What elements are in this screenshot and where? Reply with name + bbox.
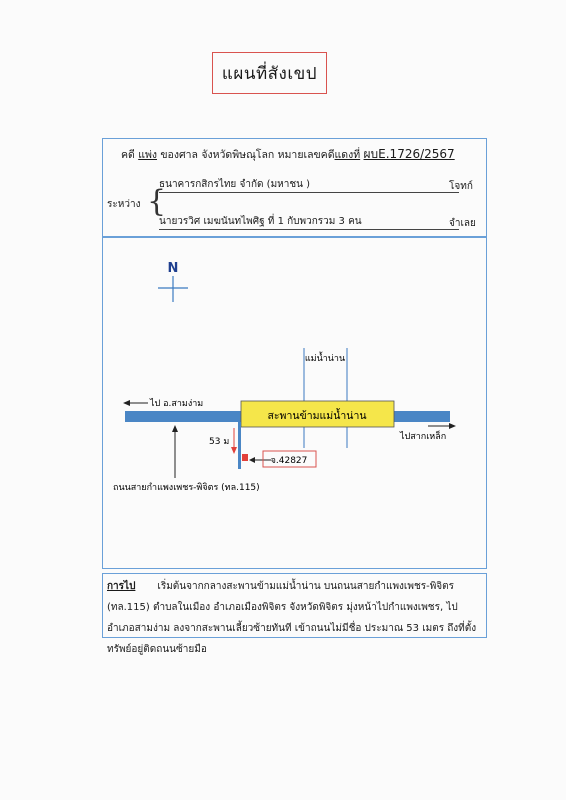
parcel-label: จ.42827 — [270, 456, 308, 466]
case-type: แพ่ง — [138, 149, 158, 161]
sketch-map — [103, 238, 486, 568]
side-road — [238, 422, 241, 469]
defendant-name: นายวรวิศ เมฆนันทไพศิฐ ที่ 1 กับพวกรวม 3 คน — [159, 214, 459, 230]
road-pointer-head — [172, 425, 178, 432]
case-header-line — [121, 145, 455, 164]
between-label: ระหว่าง — [107, 199, 141, 210]
distance-label: 53 ม — [209, 437, 230, 447]
distance-arrow-head — [231, 447, 237, 454]
north-label: N — [167, 261, 179, 276]
plaintiff-name: ธนาคารกสิกรไทย จำกัด (มหาชน ) — [159, 177, 459, 193]
case-info-box — [102, 138, 487, 237]
to-sam-ngam-label: ไป อ.สามง่าม — [150, 399, 204, 409]
road-label: ถนนสายกำแพงเพชร-พิจิตร (ทล.115) — [113, 483, 260, 493]
directions-label: การไป — [107, 581, 136, 592]
map-box — [102, 237, 487, 569]
red-case-number: ผบE.1726/2567 — [363, 147, 455, 161]
to-lak-lek-label: ไปสากเหล็ก — [400, 432, 447, 442]
parcel-marker — [242, 454, 248, 461]
page-title: แผนที่สังเขป — [212, 52, 327, 94]
parcel-pointer-head — [249, 457, 255, 463]
red-no-label: แดงที่ — [334, 149, 361, 161]
court-name: จังหวัดพิษณุโลก — [201, 149, 275, 161]
directions-paragraph — [107, 576, 483, 660]
directions-text: เริ่มต้นจากกลางสะพานข้ามแม่น้ำน่าน บนถนนสายกำแพงเพชร-พิจิตร (ทล.115) ตำบลในเมือง อำเภอเมืองพิจิตร จังหวัดพิจิตร มุ่งหน้าไปกำแพงเพชร, ไปอำเภอสามง่าม ลงจากสะพานเลี้ยวซ้ายทันที เข้าถนนไม่มีชื่อ ประมาณ 53 เมตร ถึงที่ตั้งทรัพย์อยู่ติดถนนซ้ายมือ — [107, 581, 477, 655]
plaintiff-role: โจทก์ — [449, 181, 473, 192]
directions-box — [102, 573, 487, 655]
case-no-label: หมายเลขคดี — [277, 149, 335, 161]
river-label: แม่น้ำน่าน — [304, 354, 346, 364]
left-arrow-head — [123, 400, 130, 406]
bridge-label: สะพานข้ามแม่น้ำน่าน — [267, 410, 367, 422]
defendant-role: จำเลย — [449, 218, 476, 229]
case-prefix: คดี — [121, 149, 135, 161]
right-arrow-head — [449, 423, 456, 429]
court-label: ของศาล — [160, 149, 198, 161]
brace-icon: { — [147, 184, 167, 219]
